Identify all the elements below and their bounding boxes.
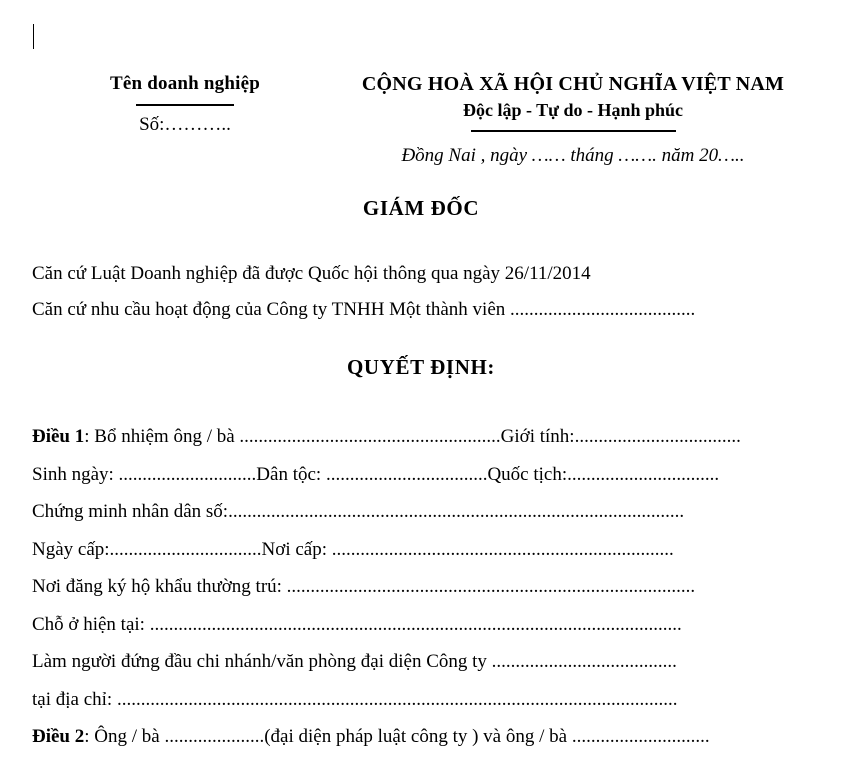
- article-label: Điều 2: [32, 726, 85, 747]
- article-detail-line: [32, 681, 810, 719]
- article-text: : Bổ nhiệm ông / bà .......................................................Giới tính:...................................: [84, 426, 741, 447]
- article-text: tại địa chỉ: ......................................................................................................................: [32, 688, 678, 710]
- article-text: : Ông / bà .....................(đại diện pháp luật công ty ) và ông / bà .............................: [84, 726, 710, 747]
- article-line: [32, 418, 810, 456]
- document-number-line: Số:………..: [139, 114, 231, 135]
- company-name-label: Tên doanh nghiệp: [110, 73, 260, 94]
- motto-underline-rule: [471, 130, 676, 132]
- article-text: Ngày cấp:................................Nơi cấp: ........................................................................: [32, 538, 674, 560]
- article-text: Chứng minh nhân dân số:................................................................................................: [32, 501, 685, 522]
- document-header: [0, 72, 842, 182]
- place-and-date-line: Đồng Nai , ngày …… tháng ……. năm 20…..: [401, 145, 745, 166]
- article-detail-line: [32, 531, 810, 569]
- decision-title: QUYẾT ĐỊNH:: [347, 355, 495, 379]
- article-text: Chỗ ở hiện tại: ................................................................................................................: [32, 613, 682, 635]
- article-text: Sinh ngày: .............................Dân tộc: ..................................Quốc tịch:................................: [32, 463, 720, 485]
- article-label: Điều 1: [32, 426, 85, 447]
- national-title: CỘNG HOÀ XÃ HỘI CHỦ NGHĨA VIỆT NAM: [361, 73, 785, 95]
- articles-block: [32, 418, 810, 756]
- article-text: Nơi đăng ký hộ khẩu thường trú: ......................................................................................: [32, 576, 696, 597]
- article-detail-line: [32, 643, 810, 681]
- header-left-column: [60, 72, 310, 138]
- position-title: GIÁM ĐỐC: [362, 196, 480, 220]
- article-detail-line: [32, 606, 810, 644]
- article-line: [32, 718, 810, 756]
- article-detail-line: [32, 568, 810, 606]
- article-detail-line: [32, 493, 810, 531]
- text-cursor: [33, 24, 34, 49]
- preamble-line: Căn cứ Luật Doanh nghiệp đã được Quốc hội thông qua ngày 26/11/2014: [32, 263, 591, 284]
- header-right-column: [318, 72, 828, 169]
- national-motto: Độc lập - Tự do - Hạnh phúc: [462, 100, 684, 120]
- company-underline-rule: [136, 104, 234, 106]
- article-detail-line: [32, 456, 810, 494]
- preamble-line: Căn cứ nhu cầu hoạt động của Công ty TNHH Một thành viên .......................................: [32, 299, 696, 320]
- article-text: Làm người đứng đầu chi nhánh/văn phòng đại diện Công ty .......................................: [32, 651, 677, 672]
- preamble-block: [32, 256, 810, 328]
